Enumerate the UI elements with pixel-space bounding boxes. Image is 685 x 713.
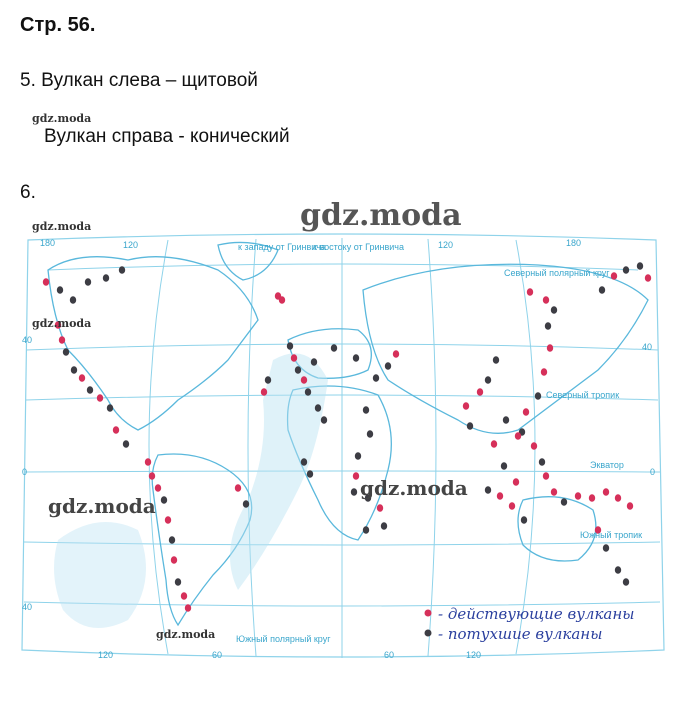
extinct-volcano-marker [503,416,509,424]
extinct-volcano-marker [545,322,551,330]
meridian-west-label: к западу от Гринвича [238,242,327,252]
arctic-circle-label: Северный полярный круг [504,268,610,278]
extinct-volcano-marker [331,344,337,352]
extinct-volcano-marker [169,536,175,544]
active-volcano-marker [353,472,359,480]
world-volcano-map [18,230,666,660]
page-title: Стр. 56. [20,14,96,36]
extinct-volcano-marker [103,274,109,282]
lon-label: 120 [466,650,482,660]
active-volcano-marker [43,278,49,286]
extinct-volcano-marker [493,356,499,364]
extinct-volcano-marker [539,458,545,466]
extinct-volcano-marker [603,544,609,552]
active-volcano-marker [149,472,155,480]
active-volcano-marker [261,388,267,396]
active-volcano-marker [513,478,519,486]
active-volcano-marker [551,488,557,496]
watermark: gdz.moda [360,476,468,500]
active-volcano-marker [235,484,241,492]
extinct-volcano-marker [485,376,491,384]
active-volcano-marker [145,458,151,466]
active-volcano-marker [547,344,553,352]
lat-label: 40 [22,335,33,345]
equator-label: Экватор [590,460,624,470]
extinct-volcano-marker [71,366,77,374]
extinct-volcano-marker [315,404,321,412]
watermark-shape-2 [54,522,146,628]
active-volcano-marker [79,374,85,382]
active-volcano-marker [301,376,307,384]
active-volcano-marker [497,492,503,500]
tropic-south-label: Южный тропик [580,530,643,540]
active-volcano-marker [171,556,177,564]
active-volcano-marker [543,472,549,480]
active-volcano-marker [291,354,297,362]
extinct-volcano-marker [123,440,129,448]
lat-label: 0 [650,467,656,477]
active-volcano-marker [523,408,529,416]
australia-outline [518,497,596,561]
extinct-volcano-marker [467,422,473,430]
active-volcano-marker [377,504,383,512]
active-volcano-marker [463,402,469,410]
extinct-volcano-marker [57,286,63,294]
active-volcano-marker [59,336,65,344]
extinct-volcano-marker [321,416,327,424]
extinct-volcano-marker [561,498,567,506]
extinct-volcano-marker [301,458,307,466]
active-volcano-marker [185,604,191,612]
active-volcano-marker [165,516,171,524]
lon-label: 60 [212,650,223,660]
watermark: gdz.moda [32,220,92,233]
active-volcano-marker [113,426,119,434]
active-volcano-marker [531,442,537,450]
extinct-volcano-marker [367,430,373,438]
meridian-120w [149,240,168,654]
active-volcano-marker [515,432,521,440]
legend-active-swatch [425,610,432,617]
extinct-volcano-marker [351,488,357,496]
active-volcano-marker [393,350,399,358]
active-volcano-marker [575,492,581,500]
active-volcano-marker [97,394,103,402]
extinct-volcano-marker [175,578,181,586]
active-volcano-marker [477,388,483,396]
extinct-volcano-marker [363,406,369,414]
extinct-volcano-marker [119,266,125,274]
extinct-volcano-marker [599,286,605,294]
active-volcano-marker [491,440,497,448]
active-volcano-marker [645,274,651,282]
extinct-volcano-marker [623,266,629,274]
lon-label: 180 [40,238,56,248]
watermark: gdz.moda [48,494,156,518]
extinct-volcano-marker [311,358,317,366]
extinct-volcano-marker [535,392,541,400]
extinct-volcano-marker [161,496,167,504]
lon-label: 120 [98,650,114,660]
active-volcano-marker [615,494,621,502]
lat-label: 40 [642,342,653,352]
meridian-60e [428,239,436,656]
extinct-volcano-marker [485,486,491,494]
watermark: gdz.moda [32,112,92,125]
extinct-volcano-marker [381,522,387,530]
extinct-volcano-marker [63,348,69,356]
active-volcano-marker [627,502,633,510]
watermark: gdz.moda [32,317,92,330]
extinct-volcano-marker [307,470,313,478]
extinct-volcano-marker [265,376,271,384]
task-6-number: 6. [20,182,36,203]
legend-extinct-label: - потухшие вулканы [438,625,603,643]
answer-5-left-volcano: 5. Вулкан слева – щитовой [20,70,258,91]
active-volcano-marker [603,488,609,496]
meridian-east-label: к востоку от Гринвича [313,242,404,252]
active-volcano-marker [611,272,617,280]
active-volcano-marker [279,296,285,304]
extinct-volcano-marker [287,342,293,350]
extinct-volcano-marker [501,462,507,470]
active-volcano-marker [541,368,547,376]
watermark-large: gdz.moda [300,198,462,233]
extinct-volcano-marker [70,296,76,304]
antarctic-circle-label: Южный полярный круг [236,634,331,644]
extinct-volcano-marker [637,262,643,270]
extinct-volcano-marker [373,374,379,382]
active-volcano-marker [509,502,515,510]
extinct-volcano-marker [295,366,301,374]
active-volcano-marker [527,288,533,296]
extinct-volcano-marker [87,386,93,394]
active-volcano-marker [589,494,595,502]
legend-extinct-swatch [425,630,432,637]
watermark-shape [230,353,328,590]
active-volcano-marker [181,592,187,600]
extinct-volcano-marker [353,354,359,362]
lon-label: 120 [123,240,139,250]
extinct-volcano-marker [107,404,113,412]
tropic-north-label: Северный тропик [546,390,620,400]
extinct-volcano-marker [243,500,249,508]
extinct-volcano-marker [521,516,527,524]
active-volcano-marker [543,296,549,304]
lat-label: 0 [22,467,28,477]
asia-outline [363,264,648,433]
extinct-volcano-marker [615,566,621,574]
north-america-outline [48,257,258,430]
extinct-volcano-marker [363,526,369,534]
extinct-volcano-marker [305,388,311,396]
lon-label: 60 [384,650,395,660]
active-volcano-marker [155,484,161,492]
extinct-volcano-marker [385,362,391,370]
lat-label: 40 [22,602,33,612]
watermark: gdz.moda [156,628,216,641]
extinct-volcano-marker [85,278,91,286]
extinct-volcano-marker [623,578,629,586]
extinct-volcano-marker [551,306,557,314]
lon-label: 180 [566,238,582,248]
extinct-volcano-marker [355,452,361,460]
answer-5-right-volcano: Вулкан справа - конический [44,126,290,147]
lon-label: 120 [438,240,454,250]
legend-active-label: - действующие вулканы [438,605,635,623]
